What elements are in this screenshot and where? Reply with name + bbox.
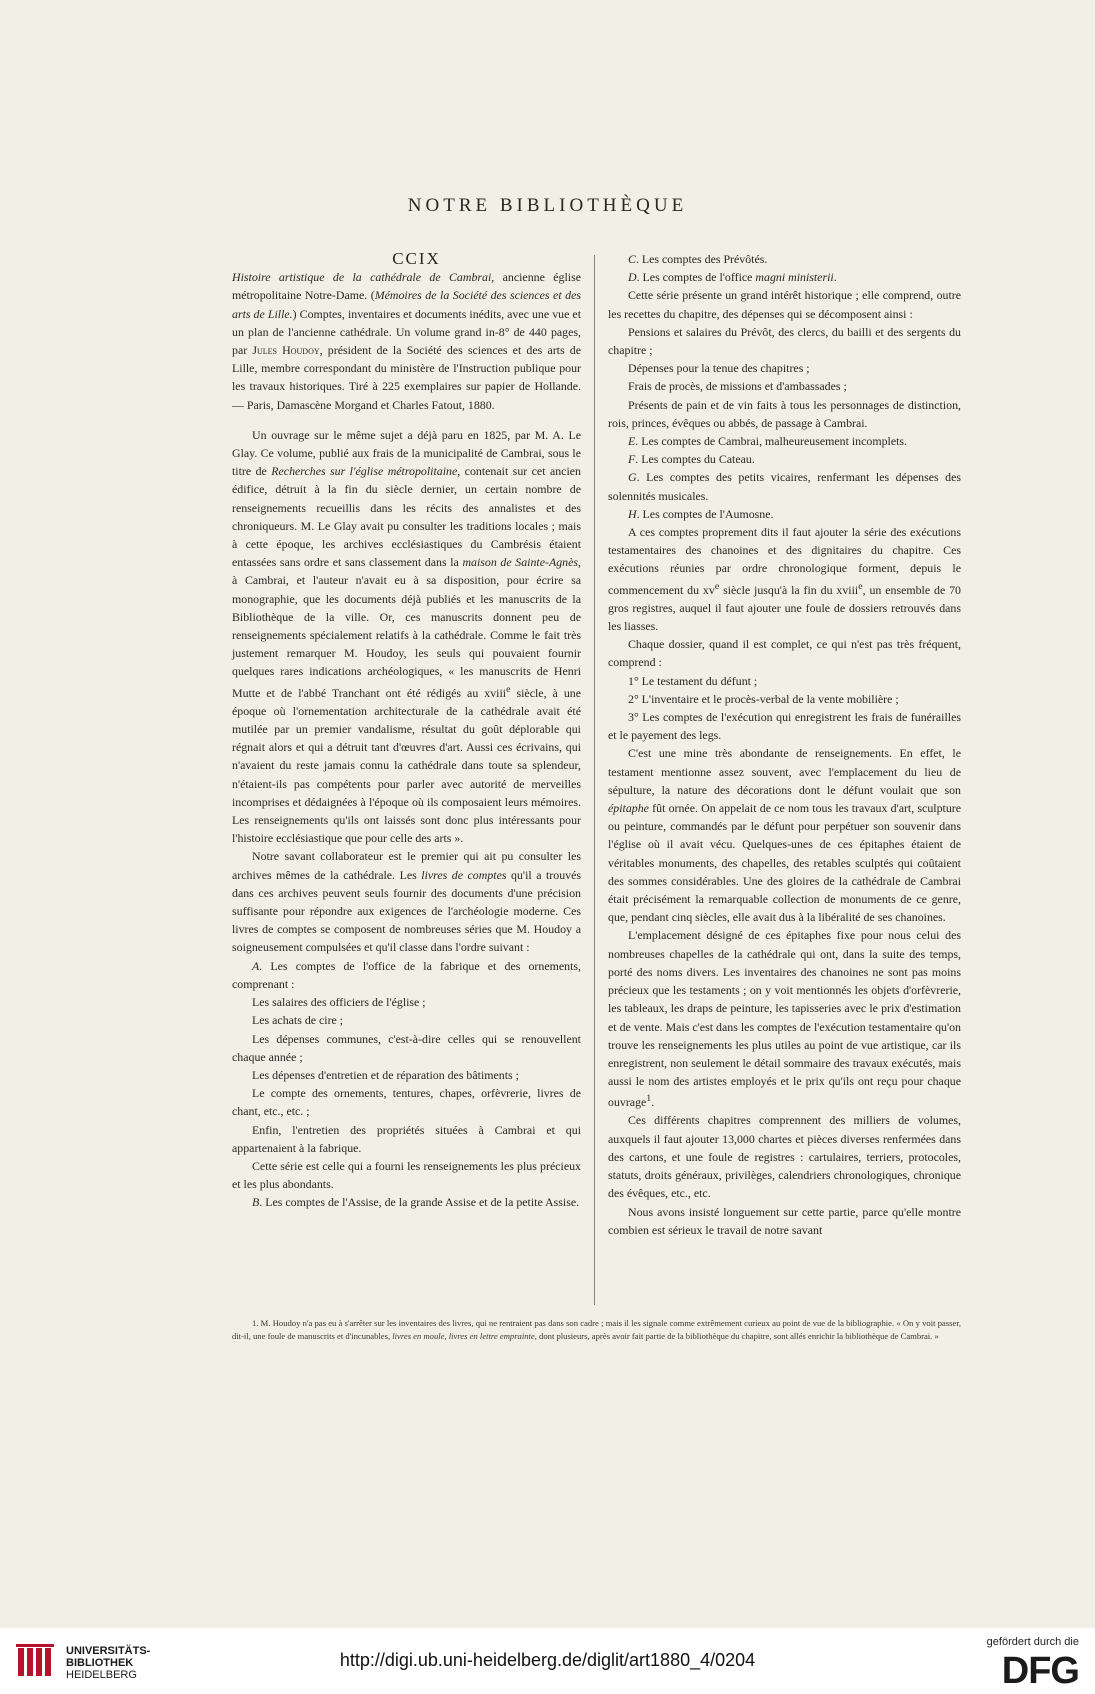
executions-sup1: e [714, 580, 720, 592]
para1-a: Un ouvrage sur le même sujet a déjà paru en 1825, par M. A. Le Glay. Ce volume, publié aux frais de la municipalité de Cambrai, sous le titre de [232, 427, 581, 479]
series-d-end: . [833, 270, 837, 285]
mine-a: C'est une mine très abondante de renseignements. En effet, le testament mentionne assez souvent, avec l'emplacement du lieu de sépulture, la nature des décorations dont le défunt voulait que son [608, 746, 961, 797]
list-item: Dépenses pour la tenue des chapitres ; [628, 361, 810, 376]
series-h-text: . Les comptes de l'Aumosne. [636, 506, 774, 521]
series-a-text: . Les comptes de l'office de la fabrique et des ornements, comprenant : [232, 958, 581, 991]
list-item: Les dépenses communes, c'est-à-dire celles qui se renouvellent chaque année ; [232, 1031, 581, 1064]
series-g [608, 468, 961, 504]
paragraph-executions [608, 523, 961, 635]
series-e-letter: E [628, 434, 636, 449]
library-line-2: BIBLIOTHEK [66, 1657, 134, 1669]
footnote [232, 1317, 961, 1343]
series-h [608, 505, 961, 523]
executions-c: , un ensemble de 70 gros registres, auquel il faut ajouter une foule de dossiers retrouvés dans les liasses. [608, 582, 961, 634]
para1-place: maison de Sainte-Agnès [462, 555, 579, 570]
bibliographic-entry [232, 268, 581, 414]
executions-a: A ces comptes proprement dits il faut ajouter la série des exécutions testamentaires des chanoines et des dignitaires du chapitre. Ces exécutions réunies par ordre chronologique forment, depuis le commencement du xv [608, 525, 961, 597]
list-item: Pensions et salaires du Prévôt, des clercs, du bailli et des sergents du chapitre ; [608, 324, 961, 358]
mine-b: fût ornée. On appelait de ce nom tous les travaux d'art, sculpture ou peinture, commandés par le défunt pour perpétuer son souvenir dans l'église où il avait vécu. Quelques-unes de ces épitaphes étaient de véritables monuments, des chapelles, des retables sculptés qui coûtaient des sommes considérables. Une des gloires de la cathédrale de Cambrai était précisément la remarquable collection de monuments de ce genre, que, pendant cinq siècles, elle avait dus à la libéralité de ses chanoines. [608, 801, 961, 925]
entry-text-1: , ancienne église métropolitaine Notre-Dame. ( [232, 270, 581, 303]
left-column [232, 250, 581, 1212]
library-line-3: HEIDELBERG [66, 1669, 137, 1681]
paragraph-chapitres: Ces différents chapitres comprennent des milliers de volumes, auxquels il faut ajouter 13,000 chartes et pièces diverses renfermées dans des cartons, et une foule de registres : cartulaires, terriers, protocoles, statuts, droits généraux, privilèges, calendriers chronologiques, chronique des évêques, etc., etc. [608, 1113, 961, 1201]
series-b-letter: B [252, 1195, 260, 1210]
series-a [232, 957, 581, 993]
series-f [608, 450, 961, 468]
list-item: Frais de procès, de missions et d'ambassades ; [628, 379, 847, 394]
series-c [608, 250, 961, 268]
series-e-text: . Les comptes de Cambrai, malheureusement incomplets. [635, 434, 908, 449]
numbered-item: 1° Le testament du défunt ; [628, 673, 758, 688]
executions-sup2: e [858, 580, 863, 592]
running-head: NOTRE BIBLIOTHÈQUE [407, 195, 688, 216]
numbered-item: 3° Les comptes de l'exécution qui enregistrent les frais de funérailles et le payement des legs. [608, 710, 961, 743]
entry-author: Jules Houdoy [252, 343, 320, 358]
paragraph-collaborateur [232, 847, 581, 956]
series-d-text: . Les comptes de l'office [636, 270, 756, 285]
list-item: Les salaires des officiers de l'église ; [252, 995, 426, 1010]
emplacement-text: L'emplacement désigné de ces épitaphes fixe pour nous celui des nombreuses chapelles de la cathédrale qui ont, dans la suite des temps, porté des noms divers. Les inventaires des chanoines ne sont pas moins précieux que les testaments ; on y voit mentionnés les objets d'orfèvrerie, les tableaux, les draps de peinture, les tapisseries avec le prix d'estimation et de vente. Mais c'est dans les comptes de l'exécution testamentaire qu'on trouve les renseignements les plus utiles au point de vue artistique, car ils enregistrent, non seulement le détail sommaire des travaux exécutés, mais aussi le nom des artistes employés et le prix qu'ils ont reçu pour chaque ouvrage [608, 928, 961, 1110]
numbered-item: 2° L'inventaire et le procès-verbal de la vente mobilière ; [628, 691, 899, 706]
para2-a: Notre savant collaborateur est le premier qui ait pu consulter les archives mêmes de la cathédrale. Les [232, 849, 581, 882]
list-item: Présents de pain et de vin faits à tous les personnages de distinction, rois, princes, évêques ou abbés, de passage à Cambrai. [608, 397, 961, 430]
paragraph-dossier: Chaque dossier, quand il est complet, ce qui n'est pas très fréquent, comprend : [608, 637, 961, 670]
series-b [232, 1193, 581, 1211]
series-g-text: . Les comptes des petits vicaires, renfermant les dépenses des solennités musicales. [608, 470, 961, 503]
entry-text-3: , président de la Société des sciences et des arts de Lille, membre correspondant du ministère de l'Instruction publique pour les travaux historiques. Tiré à 225 exemplaires sur papier de Hollande. — Paris, Damascène Morgand et Charles Fatout, 1880. [232, 343, 582, 412]
entry-series: Mémoires de la Société des sciences et des arts de Lille. [232, 288, 581, 321]
series-g-letter: G [628, 470, 637, 485]
right-column [608, 250, 961, 1239]
para1-d: siècle, à une époque où l'ornementation architecturale de la cathédrale avait été mutilée par un premier vandalisme, résultat du goût déplorable qui régnait alors et qui a détruit tant d'œuvres d'art. Aussi ces écrivains, qui n'avaient du reste jamais connu la cathédrale dans toute sa splendeur, n'étaient-ils pas compétents pour parler avec autorité de merveilles incomprises et dédaignées à l'époque où ils composaient leurs mémoires. Les renseignements qu'ils ont laissés sont donc plus intéressants pour l'histoire ecclésiastique que pour celle des arts ». [232, 685, 581, 846]
series-h-letter: H [628, 506, 637, 521]
para1-title: Recherches sur l'église métropolitaine [271, 464, 458, 479]
executions-b: siècle jusqu'à la fin du xviii [719, 582, 859, 597]
footnote-text [232, 1317, 961, 1343]
paragraph-le-glay [232, 426, 581, 848]
series-d-italic: magni ministerii [755, 270, 834, 285]
para2-it: livres de comptes [421, 867, 507, 882]
para1-sup: e [506, 683, 511, 695]
column-divider [594, 255, 595, 1305]
para1-c: , à Cambrai, et l'auteur n'avait eu à sa disposition, pour écrire sa monographie, que les documents déjà publiés et les manuscrits de la Bibliothèque de la ville. Or, ces manuscrits donnent peu de renseignements spécialement relatifs à la cathédrale. Comme le fait très justement remarquer M. Houdoy, les seuls qui pouvaient fournir quelques rares indications archéologiques, « les manuscrits de Henri Mutte et de l'abbé Tranchant ont été rédigés au xviii [232, 555, 581, 700]
library-line-1: UNIVERSITÄTS- [66, 1645, 151, 1657]
paragraph-insiste: Nous avons insisté longuement sur cette partie, parce qu'elle montre combien est sérieux le travail de notre savant [608, 1204, 961, 1237]
footnote-ref: 1 [646, 1093, 652, 1105]
mine-italic: épitaphe [608, 801, 649, 816]
paragraph-mine [608, 744, 961, 926]
spacer [232, 414, 581, 426]
digitization-footer [0, 1628, 1095, 1694]
series-d-letter: D [628, 270, 637, 285]
paragraph-serie: Cette série est celle qui a fourni les renseignements les plus précieux et les plus abondants. [232, 1158, 581, 1192]
list-item: Le compte des ornements, tentures, chapes, orfèvrerie, livres de chant, etc., etc. ; [232, 1086, 581, 1119]
footnote-b: , dont plusieurs, après avoir fait partie de la bibliothèque du chapitre, sont allés enrichir la bibliothèque de Cambrai. » [534, 1331, 939, 1341]
paragraph-emplacement [608, 926, 961, 1111]
para1-b: , contenait sur cet ancien édifice, détruit à la fin du siècle dernier, un certain nombre de renseignements recueillis dans les récits des annalistes et des chroniqueurs. M. Le Glay avait pu consulter les traditions locales ; mais à cette époque, les archives ecclésiastiques du Cambrésis étaient entassées sans ordre et sans classement dans la [232, 464, 581, 570]
funded-by-label: gefördert durch die [986, 1636, 1079, 1648]
footnote-a: 1. M. Houdoy n'a pas eu à s'arrêter sur les inventaires des livres, qui ne rentraient pas dans son cadre ; mais il les signale comme extrêmement curieux au point de vue de la bibliographie. « On y voit passer, dit-il, une foule de manuscrits et d'incunables, [232, 1318, 961, 1341]
para2-b: qu'il a trouvés dans ces archives peuvent seuls fournir des documents d'une précision suffisante pour répondre aux exigences de l'archéologie moderne. Ces livres de comptes se composent de nombreuses séries que M. Houdoy a soigneusement compulsées et qu'il classe dans l'ordre suivant : [232, 867, 582, 955]
series-c-text: . Les comptes des Prévôtés. [635, 252, 768, 266]
emplacement-end: . [651, 1095, 655, 1110]
series-b-text: . Les comptes de l'Assise, de la grande Assise et de la petite Assise. [259, 1195, 580, 1210]
series-c-letter: C [628, 252, 636, 266]
paragraph-serie-interet: Cette série présente un grand intérêt historique ; elle comprend, outre les recettes du chapitre, des dépenses qui se décomposent ainsi : [608, 288, 961, 321]
series-f-text: . Les comptes du Cateau. [635, 452, 755, 467]
list-item: Enfin, l'entretien des propriétés situées à Cambrai et qui appartenaient à la fabrique. [232, 1122, 581, 1155]
section-number: CCIX [392, 249, 441, 268]
entry-text-2: ) Comptes, inventaires et documents inédits, avec une vue et un plan de l'ancienne cathédrale. Un volume grand in-8° de 440 pages, par [232, 306, 581, 358]
series-d [608, 268, 961, 286]
series-f-letter: F [628, 452, 636, 467]
series-a-letter: A [252, 958, 260, 973]
series-e [608, 432, 961, 450]
footnote-italic: livres en moule, livres en lettre emprainte [392, 1331, 535, 1341]
dfg-logo: DFG [1001, 1650, 1079, 1692]
permalink-url[interactable]: http://digi.ub.uni-heidelberg.de/diglit/art1880_4/0204 [339, 1650, 756, 1670]
list-item: Les achats de cire ; [252, 1013, 344, 1028]
entry-title: Histoire artistique de la cathédrale de Cambrai [232, 270, 492, 285]
list-item: Les dépenses d'entretien et de réparation des bâtiments ; [252, 1067, 519, 1082]
